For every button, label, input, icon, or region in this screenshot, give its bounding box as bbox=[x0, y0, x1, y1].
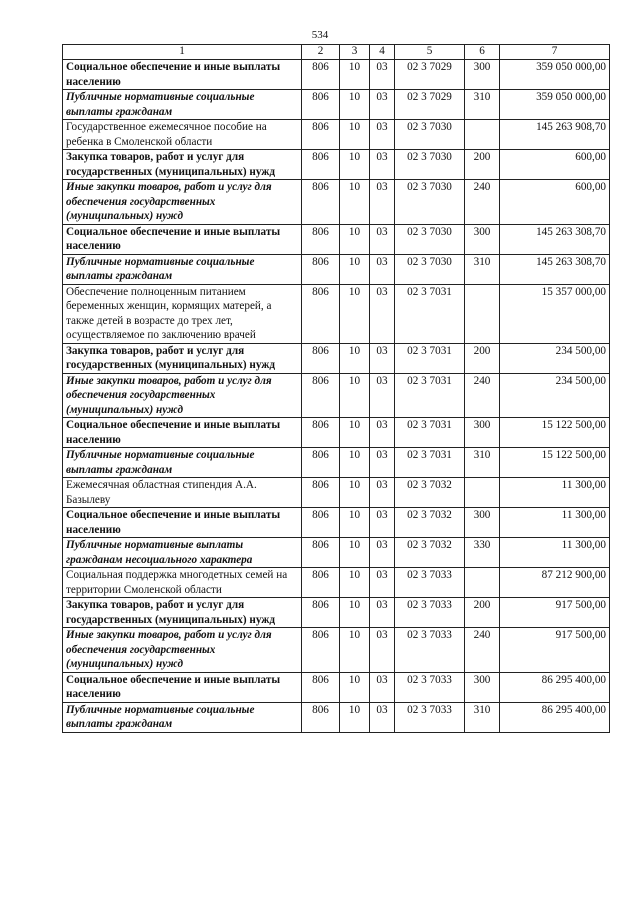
cell-amount: 86 295 400,00 bbox=[500, 672, 610, 702]
cell-department-code: 806 bbox=[302, 120, 340, 150]
cell-name: Иные закупки товаров, работ и услуг для обеспечения государственных (муниципальных) нужд bbox=[63, 180, 302, 225]
cell-target-article: 02 3 7029 bbox=[395, 90, 465, 120]
cell-target-article: 02 3 7033 bbox=[395, 628, 465, 673]
cell-department-code: 806 bbox=[302, 598, 340, 628]
cell-expense-type: 240 bbox=[465, 628, 500, 673]
cell-name: Закупка товаров, работ и услуг для государственных (муниципальных) нужд bbox=[63, 150, 302, 180]
cell-name: Обеспечение полноценным питанием беременных женщин, кормящих матерей, а также детей в возрасте до трех лет, осуществляемое по заключению врачей bbox=[63, 284, 302, 343]
cell-amount: 15 122 500,00 bbox=[500, 418, 610, 448]
cell-amount: 359 050 000,00 bbox=[500, 60, 610, 90]
cell-section-code: 10 bbox=[340, 224, 370, 254]
cell-subsection-code: 03 bbox=[370, 628, 395, 673]
table-row bbox=[63, 628, 610, 673]
cell-name: Ежемесячная областная стипендия А.А. Базылеву bbox=[63, 478, 302, 508]
cell-amount: 11 300,00 bbox=[500, 538, 610, 568]
cell-target-article: 02 3 7033 bbox=[395, 568, 465, 598]
cell-department-code: 806 bbox=[302, 478, 340, 508]
cell-section-code: 10 bbox=[340, 90, 370, 120]
cell-department-code: 806 bbox=[302, 508, 340, 538]
cell-target-article: 02 3 7033 bbox=[395, 672, 465, 702]
cell-amount: 234 500,00 bbox=[500, 373, 610, 418]
cell-section-code: 10 bbox=[340, 702, 370, 732]
cell-name: Публичные нормативные выплаты гражданам несоциального характера bbox=[63, 538, 302, 568]
cell-expense-type: 300 bbox=[465, 224, 500, 254]
cell-name: Закупка товаров, работ и услуг для государственных (муниципальных) нужд bbox=[63, 598, 302, 628]
cell-name: Иные закупки товаров, работ и услуг для обеспечения государственных (муниципальных) нужд bbox=[63, 628, 302, 673]
cell-expense-type: 330 bbox=[465, 538, 500, 568]
cell-expense-type bbox=[465, 568, 500, 598]
table-row bbox=[63, 418, 610, 448]
cell-name: Публичные нормативные социальные выплаты гражданам bbox=[63, 448, 302, 478]
cell-name: Публичные нормативные социальные выплаты гражданам bbox=[63, 702, 302, 732]
cell-department-code: 806 bbox=[302, 180, 340, 225]
cell-expense-type bbox=[465, 284, 500, 343]
cell-section-code: 10 bbox=[340, 180, 370, 225]
table-row bbox=[63, 343, 610, 373]
cell-target-article: 02 3 7031 bbox=[395, 418, 465, 448]
cell-expense-type: 300 bbox=[465, 508, 500, 538]
cell-subsection-code: 03 bbox=[370, 508, 395, 538]
table-row bbox=[63, 120, 610, 150]
cell-department-code: 806 bbox=[302, 343, 340, 373]
cell-subsection-code: 03 bbox=[370, 538, 395, 568]
cell-amount: 86 295 400,00 bbox=[500, 702, 610, 732]
cell-amount: 145 263 308,70 bbox=[500, 224, 610, 254]
cell-name: Государственное ежемесячное пособие на ребенка в Смоленской области bbox=[63, 120, 302, 150]
cell-department-code: 806 bbox=[302, 538, 340, 568]
table-row bbox=[63, 284, 610, 343]
cell-name: Публичные нормативные социальные выплаты гражданам bbox=[63, 90, 302, 120]
cell-section-code: 10 bbox=[340, 508, 370, 538]
cell-target-article: 02 3 7029 bbox=[395, 60, 465, 90]
cell-department-code: 806 bbox=[302, 702, 340, 732]
cell-subsection-code: 03 bbox=[370, 373, 395, 418]
cell-expense-type: 200 bbox=[465, 598, 500, 628]
cell-expense-type bbox=[465, 120, 500, 150]
cell-target-article: 02 3 7033 bbox=[395, 598, 465, 628]
cell-department-code: 806 bbox=[302, 60, 340, 90]
cell-target-article: 02 3 7030 bbox=[395, 254, 465, 284]
cell-department-code: 806 bbox=[302, 672, 340, 702]
cell-expense-type: 300 bbox=[465, 672, 500, 702]
column-header: 7 bbox=[500, 45, 610, 60]
cell-subsection-code: 03 bbox=[370, 343, 395, 373]
table-row bbox=[63, 224, 610, 254]
cell-expense-type: 310 bbox=[465, 702, 500, 732]
cell-expense-type: 200 bbox=[465, 343, 500, 373]
cell-expense-type: 310 bbox=[465, 448, 500, 478]
cell-amount: 359 050 000,00 bbox=[500, 90, 610, 120]
cell-section-code: 10 bbox=[340, 538, 370, 568]
table-row bbox=[63, 478, 610, 508]
cell-target-article: 02 3 7030 bbox=[395, 150, 465, 180]
cell-name: Социальное обеспечение и иные выплаты населению bbox=[63, 418, 302, 448]
table-row bbox=[63, 672, 610, 702]
cell-section-code: 10 bbox=[340, 373, 370, 418]
table-row bbox=[63, 90, 610, 120]
cell-subsection-code: 03 bbox=[370, 672, 395, 702]
cell-expense-type: 300 bbox=[465, 418, 500, 448]
cell-department-code: 806 bbox=[302, 284, 340, 343]
table-body bbox=[63, 60, 610, 733]
cell-target-article: 02 3 7030 bbox=[395, 180, 465, 225]
cell-section-code: 10 bbox=[340, 343, 370, 373]
cell-expense-type: 240 bbox=[465, 180, 500, 225]
cell-department-code: 806 bbox=[302, 628, 340, 673]
table-row bbox=[63, 60, 610, 90]
cell-subsection-code: 03 bbox=[370, 568, 395, 598]
cell-department-code: 806 bbox=[302, 150, 340, 180]
cell-expense-type: 240 bbox=[465, 373, 500, 418]
cell-target-article: 02 3 7030 bbox=[395, 224, 465, 254]
cell-target-article: 02 3 7031 bbox=[395, 448, 465, 478]
cell-subsection-code: 03 bbox=[370, 120, 395, 150]
cell-expense-type: 310 bbox=[465, 90, 500, 120]
cell-section-code: 10 bbox=[340, 120, 370, 150]
cell-target-article: 02 3 7031 bbox=[395, 284, 465, 343]
cell-amount: 11 300,00 bbox=[500, 478, 610, 508]
cell-name: Социальное обеспечение и иные выплаты населению bbox=[63, 224, 302, 254]
cell-name: Социальное обеспечение и иные выплаты населению bbox=[63, 672, 302, 702]
cell-target-article: 02 3 7032 bbox=[395, 538, 465, 568]
cell-subsection-code: 03 bbox=[370, 254, 395, 284]
cell-target-article: 02 3 7033 bbox=[395, 702, 465, 732]
cell-amount: 11 300,00 bbox=[500, 508, 610, 538]
cell-amount: 15 122 500,00 bbox=[500, 448, 610, 478]
cell-subsection-code: 03 bbox=[370, 598, 395, 628]
cell-section-code: 10 bbox=[340, 254, 370, 284]
cell-amount: 145 263 308,70 bbox=[500, 254, 610, 284]
cell-department-code: 806 bbox=[302, 418, 340, 448]
cell-section-code: 10 bbox=[340, 418, 370, 448]
cell-subsection-code: 03 bbox=[370, 60, 395, 90]
column-header: 6 bbox=[465, 45, 500, 60]
cell-subsection-code: 03 bbox=[370, 150, 395, 180]
cell-expense-type: 310 bbox=[465, 254, 500, 284]
cell-amount: 15 357 000,00 bbox=[500, 284, 610, 343]
cell-section-code: 10 bbox=[340, 598, 370, 628]
table-row bbox=[63, 568, 610, 598]
cell-subsection-code: 03 bbox=[370, 224, 395, 254]
cell-subsection-code: 03 bbox=[370, 418, 395, 448]
budget-table bbox=[62, 44, 610, 733]
cell-expense-type bbox=[465, 478, 500, 508]
cell-subsection-code: 03 bbox=[370, 702, 395, 732]
cell-section-code: 10 bbox=[340, 478, 370, 508]
cell-amount: 917 500,00 bbox=[500, 628, 610, 673]
cell-section-code: 10 bbox=[340, 284, 370, 343]
cell-name: Социальное обеспечение и иные выплаты населению bbox=[63, 508, 302, 538]
cell-amount: 600,00 bbox=[500, 150, 610, 180]
cell-subsection-code: 03 bbox=[370, 90, 395, 120]
cell-department-code: 806 bbox=[302, 254, 340, 284]
cell-amount: 600,00 bbox=[500, 180, 610, 225]
cell-amount: 917 500,00 bbox=[500, 598, 610, 628]
cell-department-code: 806 bbox=[302, 224, 340, 254]
cell-subsection-code: 03 bbox=[370, 180, 395, 225]
cell-department-code: 806 bbox=[302, 448, 340, 478]
column-header: 5 bbox=[395, 45, 465, 60]
cell-section-code: 10 bbox=[340, 448, 370, 478]
cell-section-code: 10 bbox=[340, 568, 370, 598]
cell-section-code: 10 bbox=[340, 60, 370, 90]
column-header: 4 bbox=[370, 45, 395, 60]
cell-department-code: 806 bbox=[302, 373, 340, 418]
cell-section-code: 10 bbox=[340, 150, 370, 180]
table-row bbox=[63, 598, 610, 628]
cell-name: Публичные нормативные социальные выплаты гражданам bbox=[63, 254, 302, 284]
cell-expense-type: 300 bbox=[465, 60, 500, 90]
cell-subsection-code: 03 bbox=[370, 284, 395, 343]
cell-target-article: 02 3 7031 bbox=[395, 343, 465, 373]
table-row bbox=[63, 702, 610, 732]
table-row bbox=[63, 538, 610, 568]
column-header: 3 bbox=[340, 45, 370, 60]
table-row bbox=[63, 180, 610, 225]
cell-target-article: 02 3 7030 bbox=[395, 120, 465, 150]
table-row bbox=[63, 373, 610, 418]
cell-name: Иные закупки товаров, работ и услуг для обеспечения государственных (муниципальных) нужд bbox=[63, 373, 302, 418]
cell-target-article: 02 3 7032 bbox=[395, 508, 465, 538]
cell-amount: 234 500,00 bbox=[500, 343, 610, 373]
table-row bbox=[63, 254, 610, 284]
table-row bbox=[63, 150, 610, 180]
cell-department-code: 806 bbox=[302, 90, 340, 120]
page-number: 534 bbox=[311, 29, 329, 41]
cell-department-code: 806 bbox=[302, 568, 340, 598]
cell-expense-type: 200 bbox=[465, 150, 500, 180]
cell-target-article: 02 3 7032 bbox=[395, 478, 465, 508]
cell-section-code: 10 bbox=[340, 672, 370, 702]
cell-subsection-code: 03 bbox=[370, 448, 395, 478]
cell-section-code: 10 bbox=[340, 628, 370, 673]
column-header: 2 bbox=[302, 45, 340, 60]
cell-amount: 87 212 900,00 bbox=[500, 568, 610, 598]
cell-subsection-code: 03 bbox=[370, 478, 395, 508]
cell-name: Социальное обеспечение и иные выплаты населению bbox=[63, 60, 302, 90]
table-row bbox=[63, 448, 610, 478]
cell-target-article: 02 3 7031 bbox=[395, 373, 465, 418]
table-header-row bbox=[63, 45, 610, 60]
column-header: 1 bbox=[63, 45, 302, 60]
cell-name: Закупка товаров, работ и услуг для государственных (муниципальных) нужд bbox=[63, 343, 302, 373]
cell-name: Социальная поддержка многодетных семей на территории Смоленской области bbox=[63, 568, 302, 598]
cell-amount: 145 263 908,70 bbox=[500, 120, 610, 150]
table-row bbox=[63, 508, 610, 538]
